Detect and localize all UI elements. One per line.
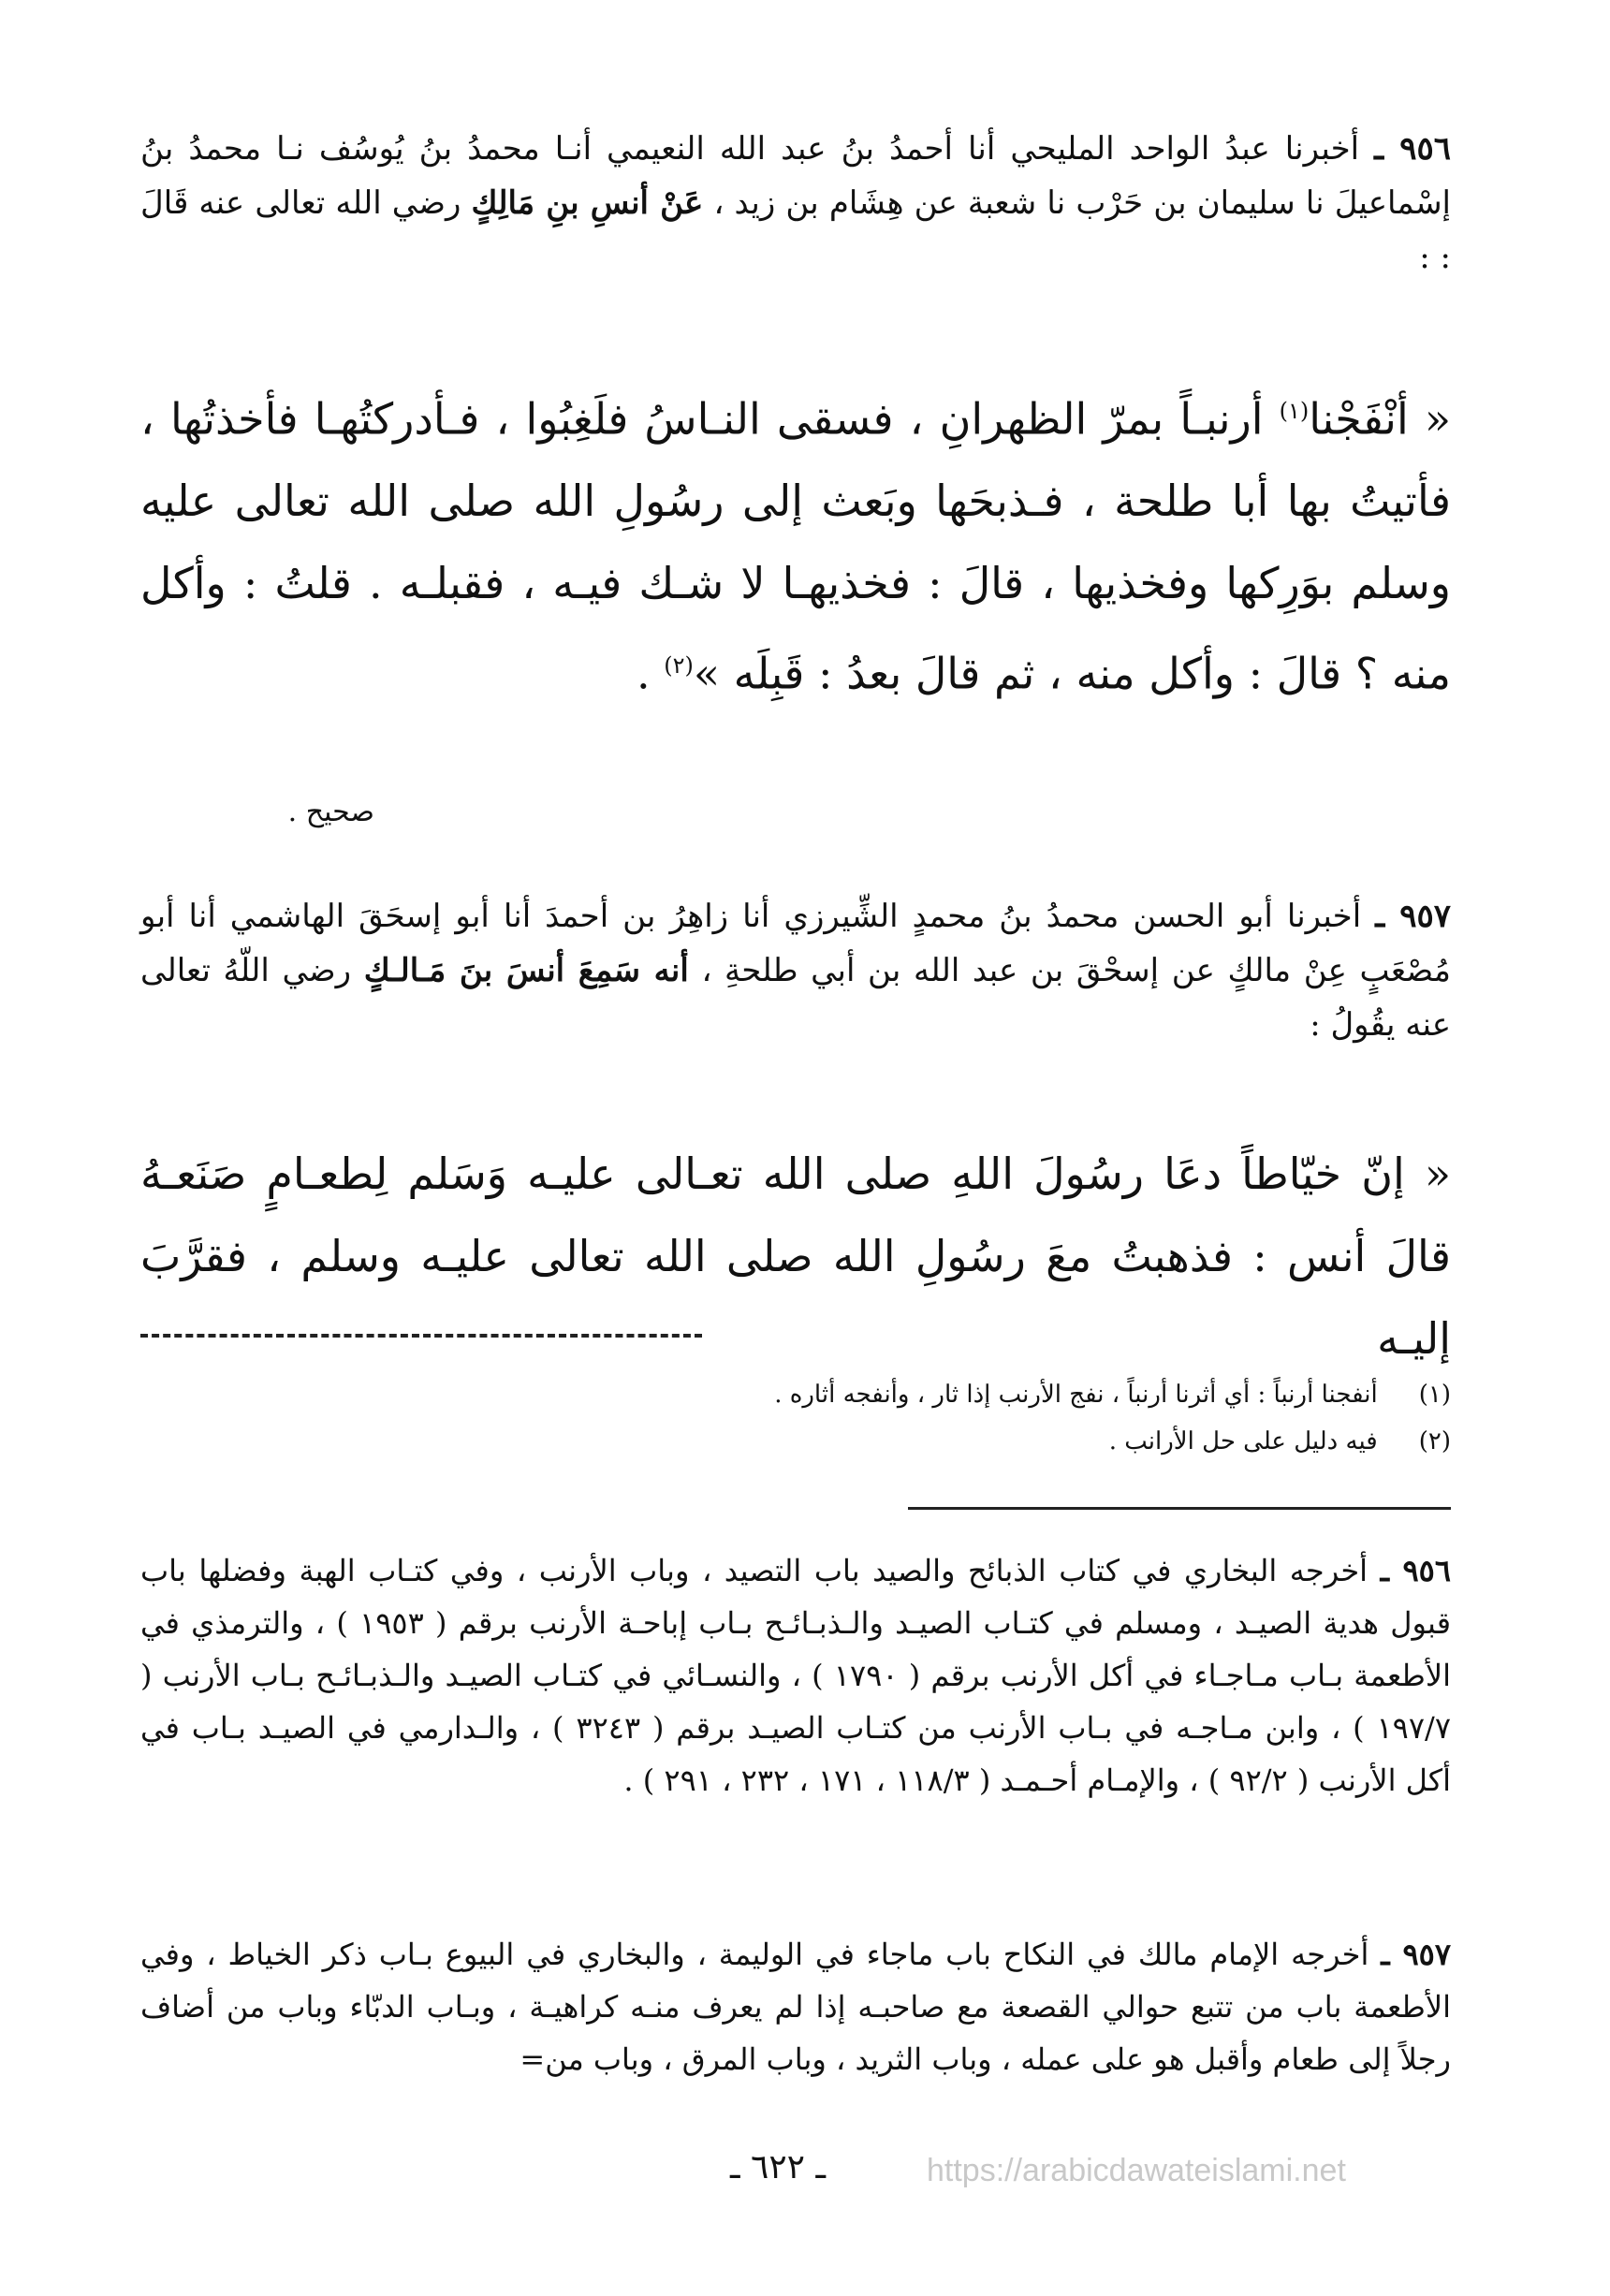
hadith-number: ٩٥٦ ـ: [1374, 130, 1451, 168]
footnote-number: (١): [1418, 1381, 1451, 1409]
isnad-text: أخبرنا أبو الحسن محمدُ بنُ محمدٍ الشِّيرزي أنا زاهِرُ بن أحمدَ أنا أبو إسحَقَ الهاشمي أنا أبو مُصْعَبٍ عِنْ مالكٍ عن إسحْقَ بن عبد الله بن أبي طلحةِ ،: [140, 898, 1451, 989]
hadith-number: ٩٥٧ ـ: [1375, 898, 1451, 935]
matn-text: .: [636, 648, 651, 699]
footnote: [140, 1423, 1451, 1460]
footnote-ref: (٢): [664, 652, 694, 680]
isnad-text: أخبرنا عبدُ الواحد المليحي أنا أحمدُ بنُ عبد الله النعيمي أنـا محمدُ بنُ يُوسُف نـا محمدُ بنُ إسْماعيلَ نا سليمان بن حَرْب نا شعبة عن هِشَام بن زيد ،: [140, 130, 1451, 222]
narrator-name: أنه سَمِعَ أنسَ بنَ مَـالـكٍ: [363, 952, 689, 989]
hadith-grade: صحيح .: [287, 796, 374, 828]
isnad-text: رضي اللّهُ تعالى عنه يقُولُ :: [140, 952, 1451, 1044]
footnote-text: فيه دليل على حل الأرانب .: [1108, 1427, 1378, 1455]
hadith-957-matn: [140, 1133, 1451, 1380]
takhrij-number: ٩٥٦ ـ: [1380, 1553, 1452, 1588]
takhrij-separator: [908, 1507, 1451, 1510]
isnad-text: رضي الله تعالى عنه قَالَ : :: [140, 184, 1451, 276]
hadith-957-isnad: [140, 889, 1451, 1052]
takhrij-text: أخرجه الإمام مالك في النكاح باب ماجاء في الوليمة ، والبخاري في البيوع بـاب ذكر الخياط ، وفي الأطعمة باب من تتبع حوالي القصعة مع صاحبـه إذا لم يعرف منـه كراهيـة ، وبـاب الدبّاء وباب من أضاف رجلاً إلى طعام وأقبل هو على عمله ، وباب الثريد ، وباب المرق ، وباب من=: [140, 1937, 1451, 2077]
footnote: [140, 1376, 1451, 1413]
takhrij-957: [140, 1928, 1451, 2085]
page-number: ـ ٦٢٢ ـ: [730, 2148, 827, 2186]
watermark: https://arabicdawateislami.net: [927, 2153, 1346, 2188]
matn-text: « أنْفَجْنا: [1309, 393, 1452, 445]
takhrij-text: أخرجه البخاري في كتاب الذبائح والصيد باب التصيد ، وباب الأرنب ، وفي كتـاب الهبة وفضلها باب قبول هدية الصيـد ، ومسلم في كتـاب الصيـد والـذبـائـح بـاب إباحـة الأرنب برقم ( ١٩٥٣ ) ، والترمذي في الأطعمة بـاب مـاجـاء في أكل الأرنب برقم ( ١٧٩٠ ) ، والنسـائي في كتـاب الصيـد والـذبـائـح بـاب الأرنب ( ١٩٧/٧ ) ، وابن مـاجـه في بـاب الأرنب من كتـاب الصيـد برقم ( ٣٢٤٣ ) ، والـدارمي في الصيـد بـاب في أكل الأرنب ( ٩٢/٢ ) ، والإمـام أحـمـد ( ١١٨/٣ ، ١٧١ ، ٢٣٢ ، ٢٩١ ) .: [140, 1553, 1452, 1798]
matn-text: أرنبـاً بمرّ الظهرانِ ، فسقى النـاسُ فلَغِبُوا ، فـأدركتُهـا فأخذتُها ، فأتيتُ بها أبا طلحة ، فـذبحَها وبَعث إلى رسُولِ الله صلى الله تعالى عليه وسلم بوَرِكها وفخذيها ، قالَ : فخذيهـا لا شـك فيـه ، فقبلـه . قلتُ : وأكل منه ؟ قالَ : وأكل منه ، ثم قالَ بعدُ : قَبِلَه »: [140, 393, 1451, 699]
narrator-name: عَنْ أنسِ بنِ مَالِكٍ: [471, 184, 704, 222]
takhrij-number: ٩٥٧ ـ: [1381, 1937, 1452, 1972]
hadith-956-matn: [140, 370, 1451, 715]
hadith-956-isnad: [140, 122, 1451, 285]
footnote-number: (٢): [1418, 1427, 1451, 1455]
matn-text: « إنّ خيّاطاً دعَا رسُولَ اللهِ صلى الله تعـالى عليـه وَسَلم لِطعـامٍ صَنَعـهُ قالَ أنس : فذهبتُ معَ رسُولِ الله صلى الله تعالى عليـه وسلم ، فقرَّبَ إليـه: [140, 1148, 1451, 1364]
footnote-text: أنفجنا أرنباً : أي أثرنا أرنباً ، نفج الأرنب إذا ثار ، وأنفجه أثاره .: [774, 1381, 1378, 1409]
footnote-separator: [140, 1334, 702, 1338]
takhrij-956: [140, 1544, 1451, 1806]
footnote-ref: (١): [1279, 398, 1310, 424]
